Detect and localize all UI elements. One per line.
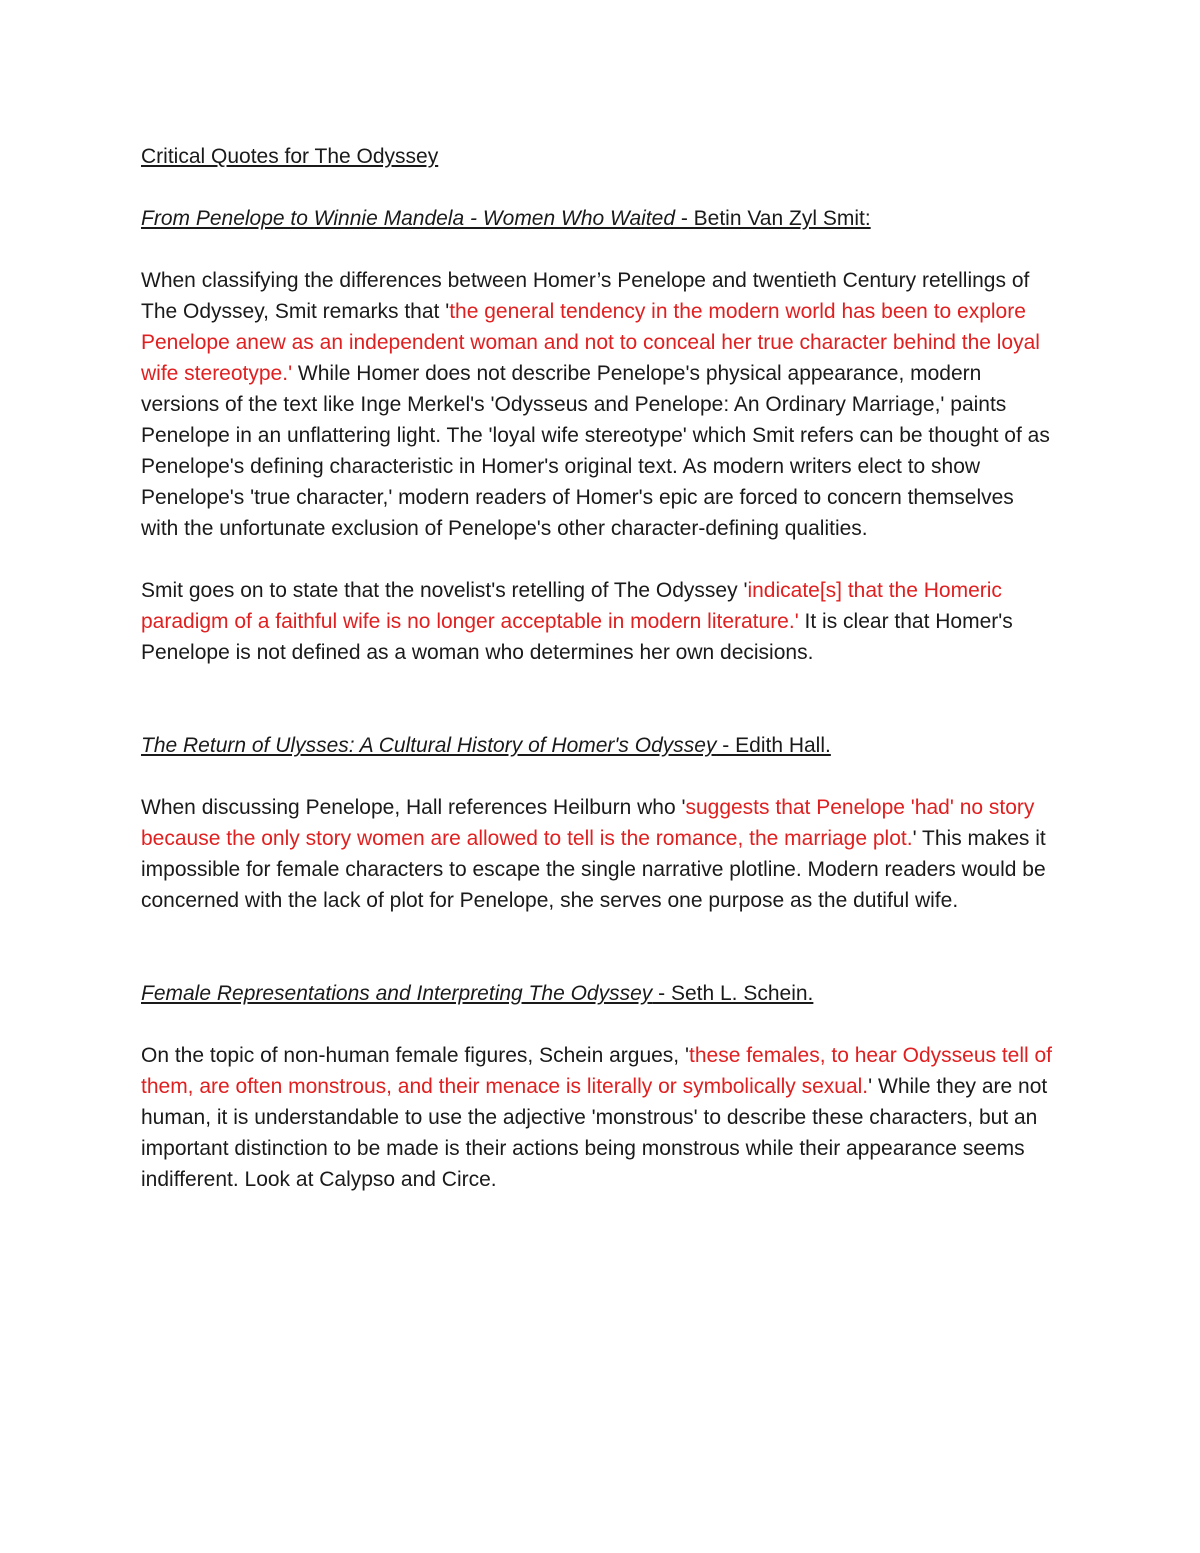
body-text: Smit goes on to state that the novelist's retelling of The Odyssey ' <box>141 579 748 602</box>
source-author: - Seth L. Schein. <box>652 982 814 1005</box>
document-title: Critical Quotes for The Odyssey <box>141 145 439 168</box>
source-title: From Penelope to Winnie Mandela - Women Who Waited <box>141 207 675 230</box>
spacer <box>141 544 1056 575</box>
body-text: ' This makes it impossible for female characters to escape the single narrative plotline. Modern readers would be concerned with the lack of plot for Penelope, she serves one purpose as the dutiful wife. <box>141 827 1046 912</box>
quoted-text: the general tendency in the modern world has been to explore Penelope anew as an independent woman and not to conceal her true character behind the loyal wife stereotype.' <box>141 300 1040 385</box>
body-text: When classifying the differences between Homer’s Penelope and twentieth Century retellings of The Odyssey, Smit remarks that ' <box>141 269 1030 323</box>
spacer <box>141 234 1056 265</box>
quoted-text: these females, to hear Odysseus tell of them, are often monstrous, and their menace is literally or symbolically sexual. <box>141 1044 1053 1098</box>
source-title: Female Representations and Interpreting The Odyssey <box>141 982 653 1005</box>
body-text: While Homer does not describe Penelope's physical appearance, modern versions of the text like Inge Merkel's 'Odysseus and Penelope: An Ordinary Marriage,' paints Penelope in an unflattering light. The 'loyal wife stereotype' which Smit refers can be thought of as Penelope's defining characteristic in Homer's original text. As modern writers elect to show Penelope's 'true character,' modern readers of Homer's epic are forced to concern themselves with the unfortunate exclusion of Penelope's other character-defining qualities. <box>141 362 1050 540</box>
spacer <box>141 1009 1056 1040</box>
paragraph-schein-1 <box>141 1040 1056 1195</box>
paragraph-hall-1 <box>141 792 1056 916</box>
spacer <box>141 916 1056 978</box>
body-text: When discussing Penelope, Hall references Heilburn who ' <box>141 796 686 819</box>
section-heading-hall <box>141 730 1056 761</box>
spacer <box>141 761 1056 792</box>
paragraph-smit-2 <box>141 575 1056 668</box>
spacer <box>141 172 1056 203</box>
source-author: - Edith Hall. <box>716 734 831 757</box>
document-page <box>141 141 1056 1195</box>
section-heading-smit <box>141 203 1056 234</box>
body-text: It is clear that Homer's Penelope is not defined as a woman who determines her own decisions. <box>141 610 1013 664</box>
spacer <box>141 668 1056 730</box>
quoted-text: indicate[s] that the Homeric paradigm of a faithful wife is no longer acceptable in modern literature.' <box>141 579 1002 633</box>
body-text: ' While they are not human, it is understandable to use the adjective 'monstrous' to describe these characters, but an important distinction to be made is their actions being monstrous while their appearance seems indifferent. Look at Calypso and Circe. <box>141 1075 1048 1191</box>
source-author: - Betin Van Zyl Smit: <box>675 207 871 230</box>
source-title: The Return of Ulysses: A Cultural History of Homer's Odyssey <box>141 734 717 757</box>
quoted-text: suggests that Penelope 'had' no story because the only story women are allowed to tell is the romance, the marriage plot. <box>141 796 1035 850</box>
paragraph-smit-1 <box>141 265 1056 544</box>
body-text: On the topic of non-human female figures, Schein argues, ' <box>141 1044 689 1067</box>
section-heading-schein <box>141 978 1056 1009</box>
